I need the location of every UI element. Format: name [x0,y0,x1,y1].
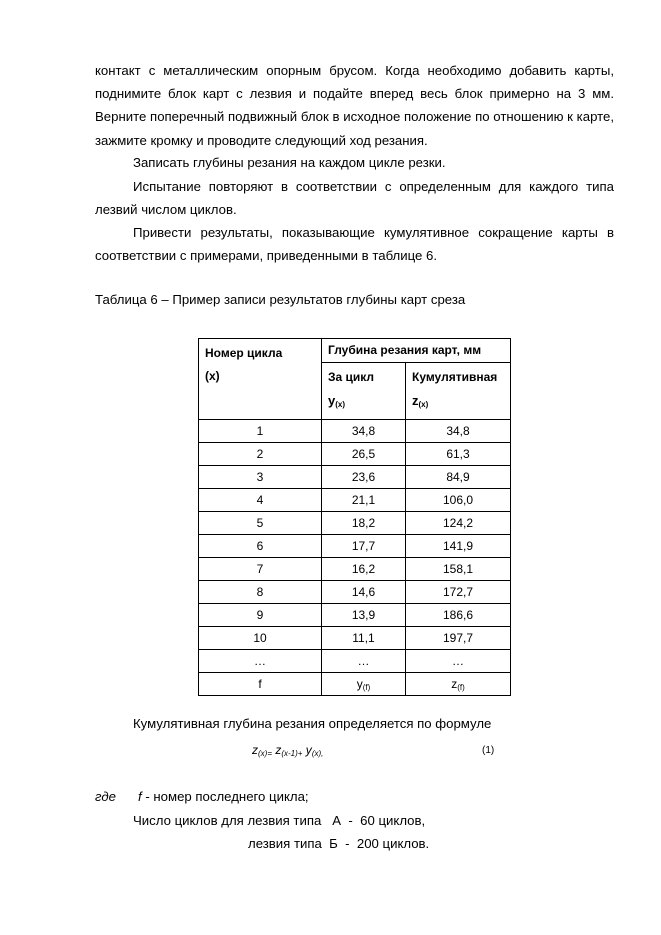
cell-cumulative-symbol: z [451,676,458,691]
where-label [95,787,116,807]
where-definition [138,787,309,807]
header-cumulative-subscript: (x) [418,400,429,409]
paragraph-cutting-procedure: контакт с металлическим опорным брусом. Когда необходимо добавить карты, поднимите блок карт с лезвия и подайте вперед весь блок примерно на 3 мм. Верните поперечный подвижный блок в исходное положение по отношению к карте, зажмите кромку и проводите следующий ход резания. [95,63,614,148]
cell-cycle: 5 [199,512,322,535]
header-per-cycle-subscript: (x) [335,400,346,409]
cell-cumulative [406,673,511,696]
cell-cumulative: 141,9 [406,535,511,558]
cumulative-formula [252,740,323,764]
cell-per-cycle: 34,8 [322,420,406,443]
formula-y-subscript: (x), [311,749,324,758]
cell-per-cycle: 14,6 [322,581,406,604]
paragraph-repeat-test: Испытание повторяют в соответствии с определенным для каждого типа лезвий числом циклов. [95,179,614,218]
cell-cumulative: 106,0 [406,489,511,512]
cell-cumulative: 34,8 [406,420,511,443]
formula-z: z [252,743,258,757]
formula-number: (1) [482,745,495,756]
cell-per-cycle: 13,9 [322,604,406,627]
formula-y: y [302,743,312,757]
where-word: где [95,789,116,804]
cell-cycle: 3 [199,466,322,489]
paragraph-report-results: Привести результаты, показывающие кумулятивное сокращение карты в соответствии с примерами, приведенными в таблице 6. [95,225,614,264]
table-row [199,650,511,673]
header-cycle-number [199,339,322,420]
header-cycle-symbol: (x) [205,369,220,383]
header-cumulative-label: Кумулятивная [412,370,498,384]
where-variable: f [138,789,142,804]
table-row-last [199,673,511,696]
cell-per-cycle: 17,7 [322,535,406,558]
cell-cycle: 4 [199,489,322,512]
where-text: - номер последнего цикла; [141,789,309,804]
cell-cumulative: 124,2 [406,512,511,535]
formula-z-prev-subscript: (x-1) [281,749,298,758]
cell-cumulative: 197,7 [406,627,511,650]
paragraph-record-depths: Записать глубины резания на каждом цикле резки. [133,155,446,170]
cell-cumulative: 172,7 [406,581,511,604]
cell-cycle: 6 [199,535,322,558]
cell-cycle: 8 [199,581,322,604]
results-table [198,338,511,696]
formula-equals: = [267,749,272,758]
cell-cumulative-subscript: (f) [457,682,465,692]
table-row [199,466,511,489]
table-row [199,535,511,558]
header-cumulative-symbol-wrap [412,389,504,416]
table-body [199,420,511,673]
cell-cycle: 9 [199,604,322,627]
header-per-cycle-label: За цикл [328,370,375,384]
cell-cycle: 1 [199,420,322,443]
cell-cycle: f [199,673,322,696]
cell-cycle: 7 [199,558,322,581]
cell-per-cycle: 18,2 [322,512,406,535]
cell-per-cycle: 23,6 [322,466,406,489]
table-row [199,420,511,443]
header-cycle-label: Номер цикла [205,346,283,360]
header-per-cycle-symbol: y [328,393,336,408]
table-row [199,627,511,650]
cell-cycle: 10 [199,627,322,650]
cell-per-cycle-symbol: y [356,676,363,691]
cell-per-cycle: 16,2 [322,558,406,581]
table-row [199,604,511,627]
header-cut-depth: Глубина резания карт, мм [322,339,511,363]
cycles-type-b: лезвия типа Б - 200 циклов. [248,836,430,851]
table-row [199,443,511,466]
formula-z-subscript: (x) [258,749,268,758]
cell-per-cycle: 21,1 [322,489,406,512]
header-cumulative-symbol: z [412,393,419,408]
table-row [199,512,511,535]
formula-intro: Кумулятивная глубина резания определяется по формуле [133,716,492,731]
table-row [199,489,511,512]
cell-per-cycle-subscript: (f) [362,682,371,692]
cell-cumulative: 61,3 [406,443,511,466]
header-cumulative [406,363,511,420]
cell-cumulative: 84,9 [406,466,511,489]
cell-per-cycle: 11,1 [322,627,406,650]
formula-plus: + [297,749,303,758]
formula-z-prev: z [272,743,282,757]
cell-cumulative: … [406,650,511,673]
cell-cumulative: 158,1 [406,558,511,581]
cell-per-cycle [322,673,406,696]
cell-cumulative: 186,6 [406,604,511,627]
cell-per-cycle: … [322,650,406,673]
cell-cycle: 2 [199,443,322,466]
table-row [199,558,511,581]
table-caption: Таблица 6 – Пример записи результатов глубины карт среза [95,292,466,307]
cell-per-cycle: 26,5 [322,443,406,466]
table-header-row [199,339,511,363]
header-per-cycle [322,363,406,420]
header-per-cycle-symbol-wrap [328,389,399,416]
table-row [199,581,511,604]
cycles-type-a: Число циклов для лезвия типа А - 60 циклов, [133,813,426,828]
cell-cycle: … [199,650,322,673]
